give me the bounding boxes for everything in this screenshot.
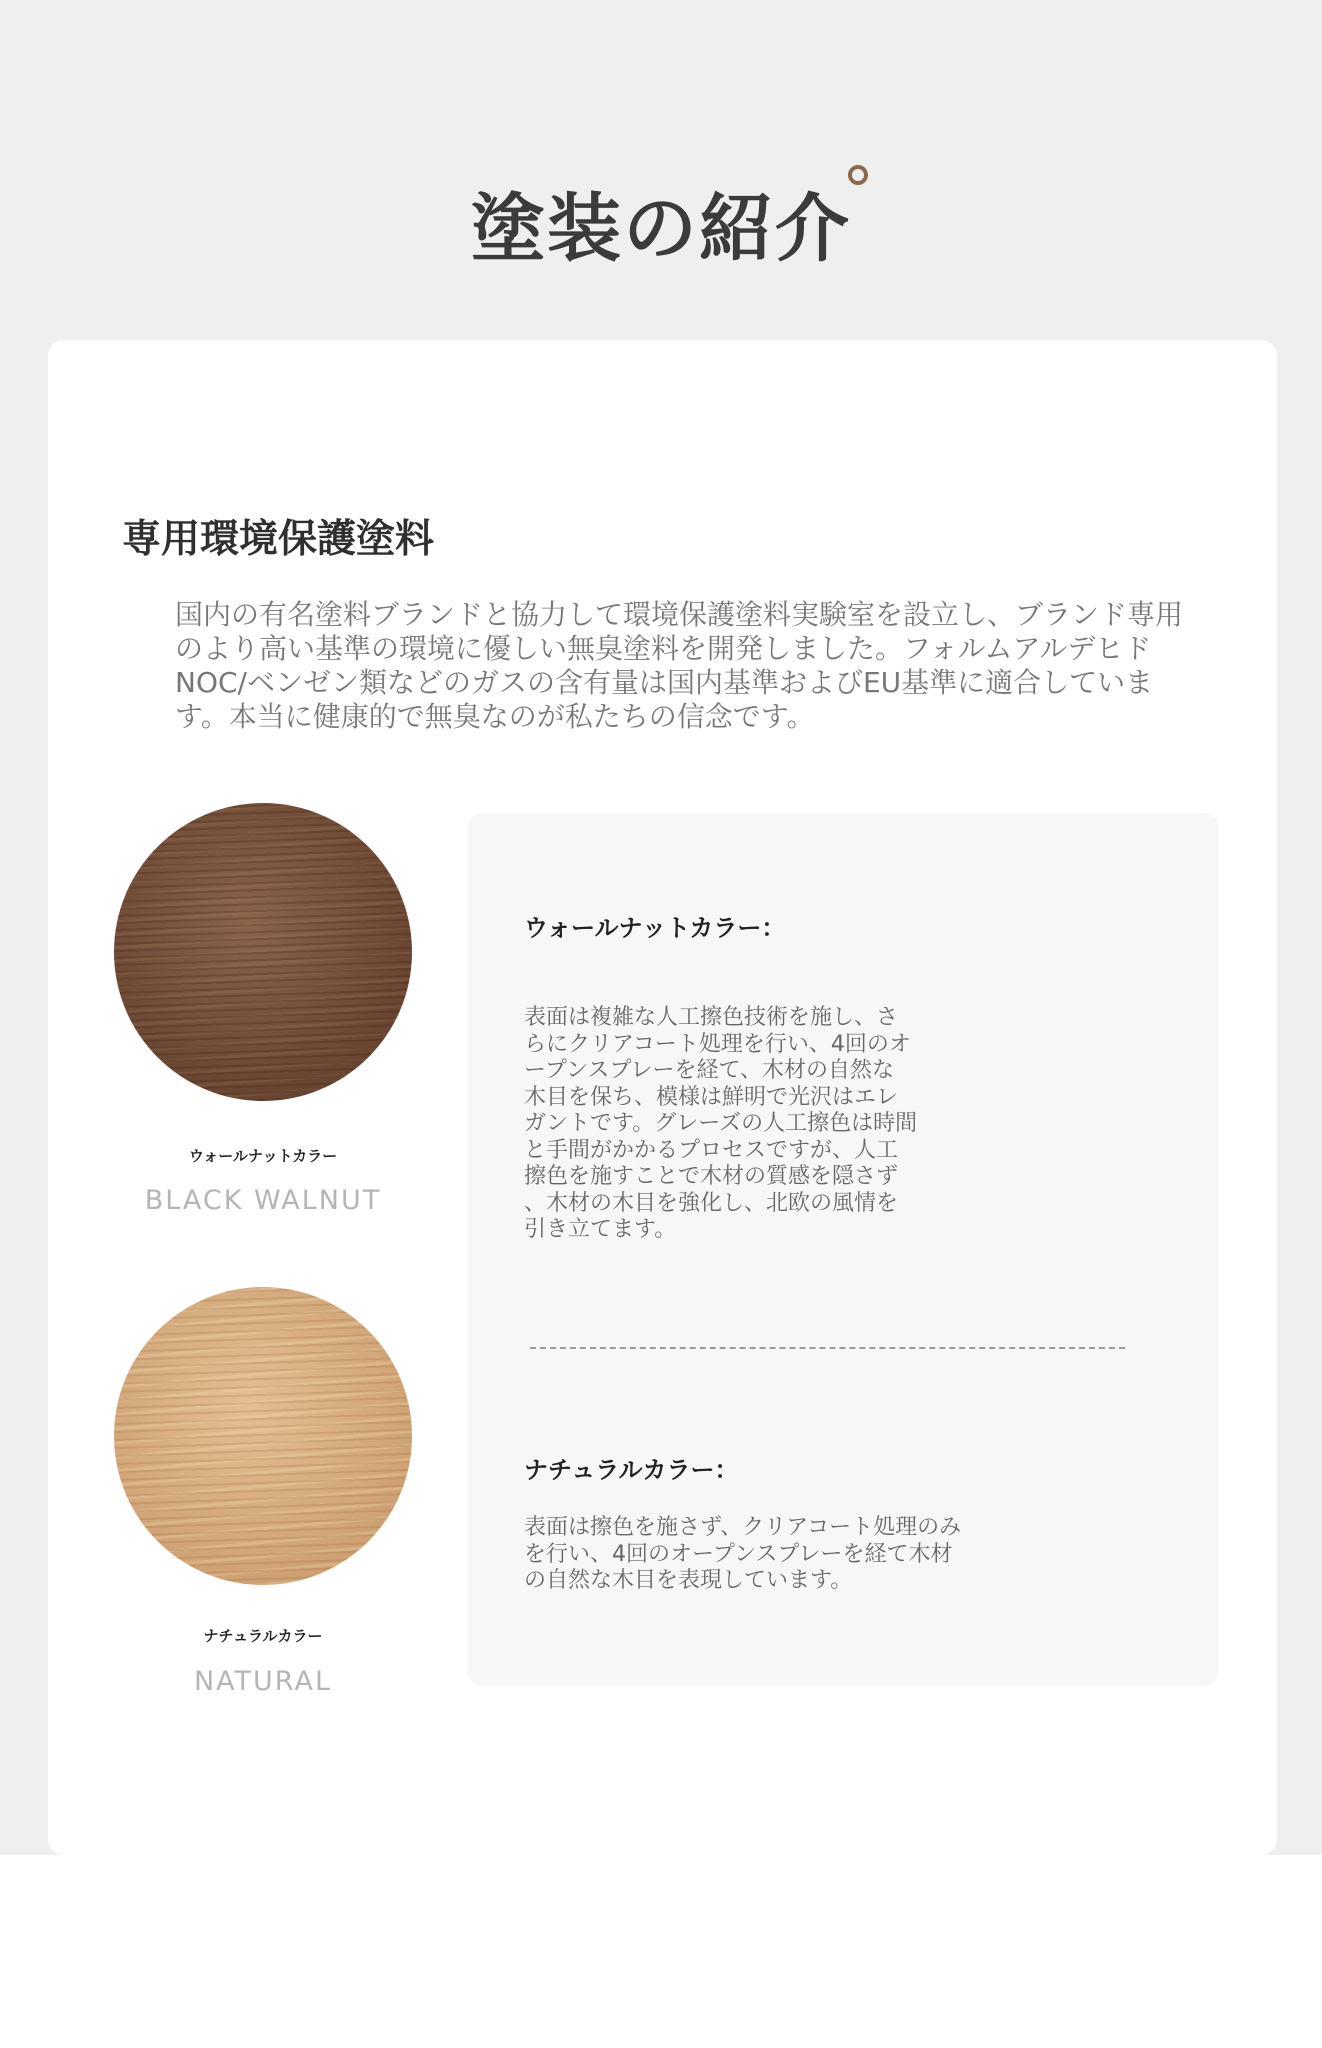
- dashed-divider: [530, 1347, 1125, 1349]
- text-line: 表面は複雑な人工擦色技術を施し、さ: [524, 1005, 899, 1030]
- text-line: と手間がかかるプロセスですが、人工: [524, 1137, 899, 1163]
- walnut-description-text: [524, 1005, 917, 1244]
- text-line: を行い、4回のオープンスプレーを経て木材: [524, 1541, 953, 1567]
- text-line: ープンスプレーを経て、木材の自然な: [524, 1058, 895, 1083]
- walnut-color-swatch: [114, 803, 412, 1101]
- natural-swatch-label: ナチュラルカラー: [203, 1627, 323, 1645]
- natural-description-text: [524, 1515, 961, 1595]
- text-line: ガントです。グレーズの人工擦色は時間: [524, 1111, 918, 1136]
- walnut-swatch-label: ウォールナットカラー: [188, 1147, 338, 1165]
- text-line: 木目を保ち、模様は鮮明で光沢はエレ: [524, 1084, 899, 1110]
- walnut-swatch-english: BLACK WALNUT: [144, 1185, 382, 1216]
- walnut-description-title: ウォールナットカラー：: [524, 914, 786, 942]
- intro-paragraph: 国内の有名塗料ブランドと協力して環境保護塗料実験室を設立し、ブランド専用のより高い基準の環境に優しい無臭塗料を開発しました。フォルムアルデヒドNOC/ベンゼン類などのガスの含有量は国内基準およびEU基準に適合しています。本当に健康的で無臭なのが私たちの信念です。: [175, 598, 1184, 733]
- natural-description-title: ナチュラルカラー：: [524, 1456, 739, 1484]
- text-line: の自然な木目を表現しています。: [524, 1568, 853, 1593]
- decorative-ring-icon: [848, 165, 868, 185]
- page-title: 塗装の紹介: [471, 186, 851, 272]
- natural-swatch-english: NATURAL: [193, 1666, 332, 1697]
- text-line: 引き立てます。: [524, 1217, 677, 1242]
- text-line: 、木材の木目を強化し、北欧の風情を: [524, 1190, 899, 1216]
- text-line: らにクリアコート処理を行い、4回のオ: [524, 1031, 911, 1057]
- text-line: 表面は擦色を施さず、クリアコート処理のみ: [524, 1515, 962, 1540]
- text-line: 擦色を施すことで木材の質感を隠さず: [524, 1164, 899, 1189]
- section-heading: 専用環境保護塗料: [122, 517, 435, 562]
- natural-color-swatch: [114, 1287, 412, 1585]
